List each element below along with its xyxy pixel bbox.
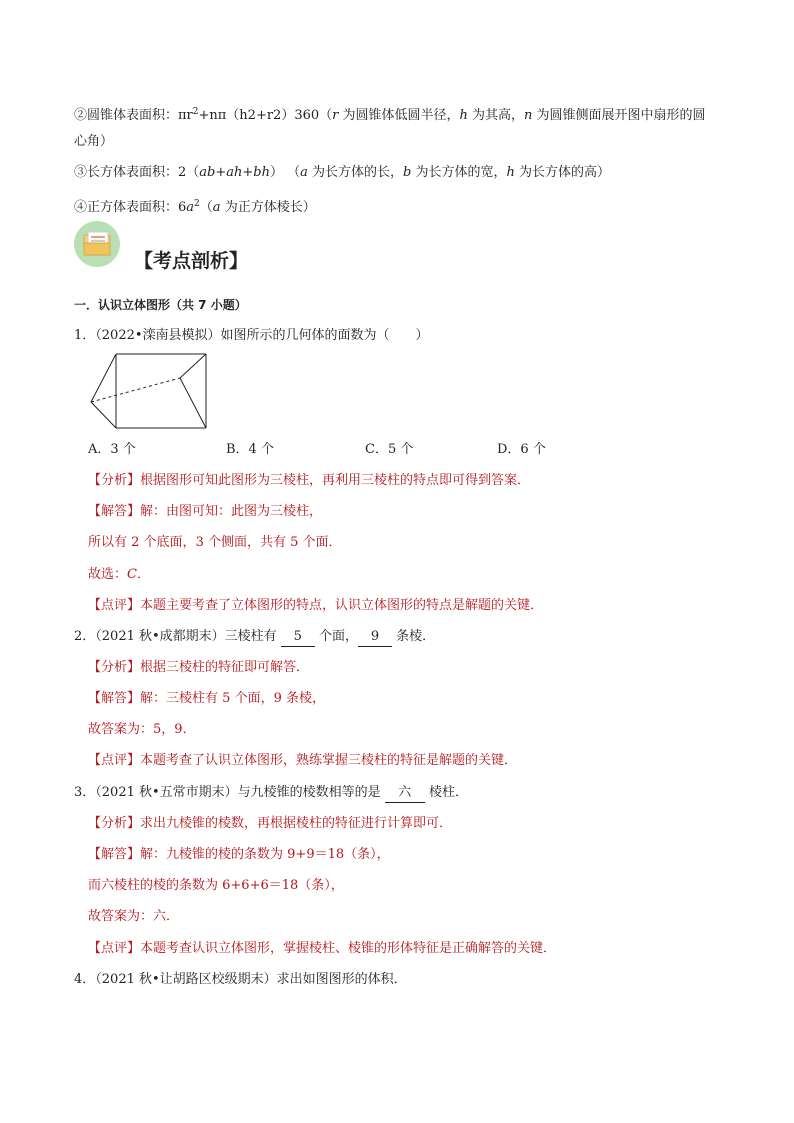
analysis-tag: 【分析】 [88,660,141,675]
question-2-stem [74,628,435,647]
answer-number: 2 [131,535,140,550]
answer-text: 条棱， [281,691,325,706]
answer-blank: 六 [385,784,425,803]
comment-tag: 【点评】 [88,598,141,613]
answer-blank: 9 [358,628,392,647]
formula-text: ④正方体表面积：6 [74,200,187,215]
analysis-text: 根据图形可知此图形为三棱柱，再利用三棱柱的特点即可得到答案． [140,473,531,488]
formula-text: 为长方体的宽， [411,165,507,180]
folder-document-icon [74,221,120,267]
section-title: 一．认识立体图形（共 7 小题） [74,298,247,312]
prism-hidden-edge [91,378,180,402]
answer-tag: 【解答】 [88,691,141,706]
question-number: 1． [74,328,96,343]
answer-text: 个面． [298,535,342,550]
q2-final [88,721,196,739]
comment-tag: 【点评】 [88,941,141,956]
question-text: 个面， [314,629,358,644]
answer-text: ． [182,722,196,737]
section-header-title: 【考点剖析】 [134,250,249,272]
question-text: （2021 秋•五常市期末）与九棱锥的棱数相等的是 [95,785,385,800]
answer-text: 解：九棱锥的棱的条数为 [140,847,288,862]
superscript: 2 [194,199,200,209]
question-text: （2021 秋•成都期末）三棱柱有 [95,629,281,644]
answer-text: 所以有 [88,535,132,550]
answer-text: 解：三棱柱有 [140,691,223,706]
q1-answer-line2 [88,534,342,552]
comment-text: 本题考查了认识立体图形，熟练掌握三棱柱的特征是解题的关键． [140,753,518,768]
option-c: C．5 个 [365,442,414,457]
variable: a [186,200,195,215]
q3-comment [88,940,556,958]
answer-text: （条）， [344,847,390,862]
formula-text: ③长方体表面积：2（ [74,165,200,180]
q1-choice [88,566,150,584]
option-b: B．4 个 [226,442,274,457]
q1-analysis [88,472,530,490]
q3-answer [88,846,390,864]
formula-text: 为长方体的长， [307,165,404,180]
prism-edge [180,354,206,378]
question-text: （2021 秋•让胡路区校级期末）求出如图图形的体积． [95,972,407,987]
question-1-stem [74,327,429,345]
prism-edge [91,354,116,402]
q1-answer [88,503,322,521]
answer-tag: 【解答】 [88,847,141,862]
question-text: 条棱． [391,629,436,644]
analysis-tag: 【分析】 [88,816,141,831]
formula-text: ②圆锥体表面积：πr [74,108,193,123]
comment-tag: 【点评】 [88,753,141,768]
answer-text: 个侧面，共有 [203,535,291,550]
answer-number: 5 [290,535,299,550]
header-badge [74,221,120,267]
answer-text: （条）， [298,878,344,893]
formula-text: 为长方体的高） [514,165,610,180]
answer-number: 3 [195,535,204,550]
answer-number: 9 [273,691,282,706]
answer-text: 故选： [88,567,128,582]
prism-edge [180,378,206,428]
question-text: （2022•滦南县模拟）如图所示的几何体的面数为（ ） [95,328,429,343]
q2-analysis [88,659,309,677]
superscript: 2 [192,107,199,117]
triangular-prism-figure [88,352,212,432]
answer-number: 5，9 [153,722,183,737]
answer-text: 故答案为： [88,722,154,737]
q3-analysis [88,815,452,833]
variable: b [403,165,412,180]
formula-text: 为正方体棱长） [220,200,316,215]
formula-text: ） （ [269,165,301,180]
answer-text: 个底面， [139,535,196,550]
variable: a [300,165,308,180]
answer-text: 个面， [230,691,274,706]
q3-answer-line2 [88,877,344,895]
question-3-stem [74,784,468,803]
q3-final: 故答案为：六． [88,909,180,924]
answer-choice: C [127,567,137,582]
answer-text: 解：由图可知：此图为三棱柱， [140,504,323,519]
question-number: 4． [74,972,96,987]
formula-text: +nπ（h2+r2）360（ [198,108,333,123]
variable: ab+ah+bh [199,165,270,180]
comment-text: 本题考查认识立体图形，掌握棱柱、棱锥的形体特征是正确解答的关键． [140,941,557,956]
formula-text: 为其高， [467,108,525,123]
analysis-text: 求出九棱锥的棱数，再根据棱柱的特征进行计算即可． [140,816,453,831]
variable: n [524,108,533,123]
prism-edge [91,402,116,428]
formula-cuboid-surface [74,164,610,182]
q2-answer [88,690,325,708]
option-a: A．3 个 [88,442,136,457]
comment-text: 本题主要考查了立体图形的特点，认识立体图形的特点是解题的关键． [140,598,544,613]
variable: a [212,200,221,215]
q2-comment [88,752,517,770]
variable: h [506,165,515,180]
q1-comment [88,597,543,615]
formula-text: （ [199,200,213,215]
answer-expression: 9+9＝18 [287,847,345,862]
question-text: 棱柱． [424,785,468,800]
question-number: 3． [74,785,96,800]
formula-text: 为圆锥体低圆半径， [338,108,460,123]
analysis-text: 根据三棱柱的特征即可解答． [140,660,310,675]
answer-expression: 6+6+6＝18 [222,878,299,893]
formula-cone-surface-cont: 心角） [74,134,114,149]
formula-text: 为圆锥侧面展开图中扇形的圆 [532,108,706,123]
question-4-stem [74,971,407,989]
answer-number: 5 [222,691,231,706]
answer-blank: 5 [281,628,315,647]
variable: r [332,108,339,123]
option-d: D．6 个 [497,442,546,457]
variable: h [459,108,468,123]
analysis-tag: 【分析】 [88,473,141,488]
formula-cube-surface [74,195,316,217]
answer-text: 而六棱柱的棱的条数为 [88,878,223,893]
answer-tag: 【解答】 [88,504,141,519]
answer-text: ． [136,567,150,582]
question-number: 2． [74,629,96,644]
formula-cone-surface [74,103,706,125]
